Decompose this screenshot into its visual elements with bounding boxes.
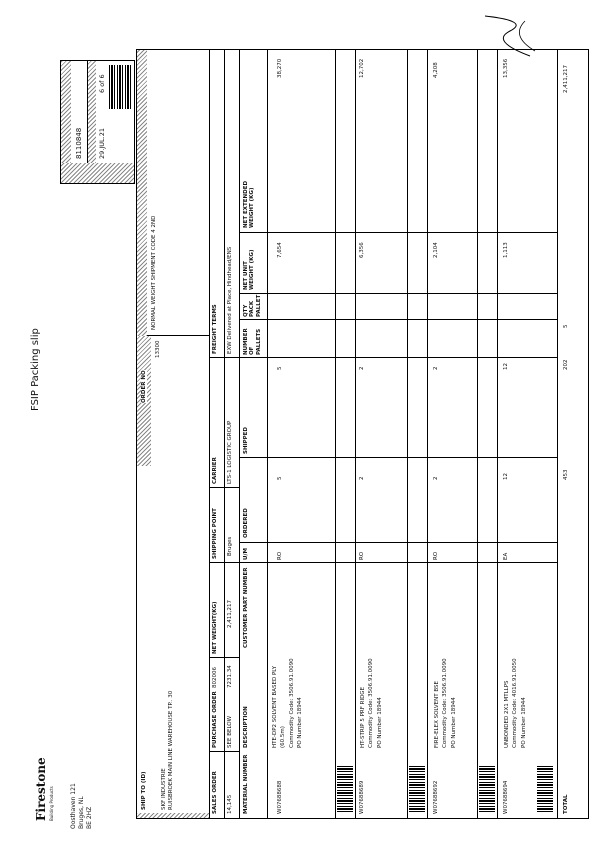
desc-line: PO Number 18944 (450, 697, 457, 748)
col-net-unit: NET UNIT WEIGHT (KG) (243, 249, 256, 290)
row-um: RO (359, 551, 365, 560)
total-net-extended: 2,411,217 (563, 65, 569, 93)
desc-line: Commodity Code: 3506.91.0090 (442, 658, 449, 748)
net-weight-value: 2,411,217 (227, 600, 233, 628)
total-shipped: 202 (563, 359, 569, 370)
col-description: DESCRIPTION (243, 706, 249, 748)
row-net-unit: 7,654 (277, 242, 283, 258)
row-um: EA (503, 552, 509, 560)
row-net-extended: 12,702 (359, 58, 365, 78)
company-logo (34, 757, 54, 821)
packing-form (136, 49, 589, 819)
ship-to-line-2: RUISBROEK MAIN LINE WAREHOUSE TP.. 30 (168, 690, 174, 810)
row-barcode (537, 764, 553, 812)
total-ordered: 453 (563, 469, 569, 480)
row-shipped: 2 (433, 366, 439, 370)
shipping-instructions-band (137, 50, 147, 336)
row-net-unit: 2,104 (433, 242, 439, 258)
desc-line: (60.5m) (280, 726, 287, 748)
row-material: W07688688 (277, 780, 283, 814)
row-description (271, 658, 304, 748)
row-material: W07688692 (433, 780, 439, 814)
col-um: U/M (243, 548, 249, 560)
desc-line: Commodity Code: 3506.91.0090 (368, 658, 375, 748)
row-net-unit: 1,113 (503, 242, 509, 258)
shipping-point-label: SHIPPING POINT (212, 508, 218, 559)
desc-line: UNBONDED 2X1 MTLLPS (504, 680, 510, 748)
row-description (503, 658, 528, 748)
col-qty-pack: QTY PACK PALLET (243, 294, 262, 317)
total-label: TOTAL (563, 794, 569, 814)
net-weight-label: NET WEIGHT(KG) (212, 601, 218, 654)
address-line-1: Oosthaven 121 (70, 783, 77, 829)
ship-to-label: SHIP TO (ID) (141, 771, 147, 810)
carrier-value: LTS-1 LOGISTIC GROUP (227, 420, 233, 484)
row-barcode (337, 764, 353, 812)
row-shipped: 5 (277, 366, 283, 370)
row-description (433, 658, 458, 748)
sales-order-value: 14,145 (227, 794, 233, 814)
row-ordered: 2 (359, 476, 365, 480)
row-net-unit: 6,356 (359, 242, 365, 258)
row-ordered: 5 (277, 476, 283, 480)
shipping-point-value: Bruges (227, 536, 233, 556)
freight-terms-label: FREIGHT TERMS (212, 304, 218, 354)
order-label: ORDER NO (141, 370, 147, 403)
logo-subtext: Building Products (49, 786, 54, 821)
sales-order-label: SALES ORDER (212, 771, 218, 814)
shipping-instructions-value: NORMAL WEIGHT SHIPMENT CODE 4 2ND (151, 215, 157, 330)
col-customer-part: CUSTOMER PART NUMBER (243, 567, 249, 648)
row-net-extended: 4,208 (433, 62, 439, 78)
row-barcode (409, 764, 425, 812)
doc-number-label-band (61, 163, 134, 183)
signature-scribble (480, 11, 540, 61)
col-material: MATERIAL NUMBER (243, 754, 249, 814)
row-material: W07688694 (503, 780, 509, 814)
carrier-label: CARRIER (212, 457, 218, 484)
row-barcode (479, 764, 495, 812)
row-net-extended: 38,270 (277, 58, 283, 78)
purchase-order-label: PURCHASE ORDER (212, 691, 218, 748)
total-pallets: 5 (563, 324, 569, 328)
col-ordered: ORDERED (243, 508, 249, 538)
col-pallets: NUMBER OF PALLETS (243, 328, 262, 355)
desc-line: HTE-DP2 SOLVENT BASED PLY (272, 666, 278, 748)
row-ordered: 2 (433, 476, 439, 480)
doc-number: 8110848 (75, 127, 83, 159)
desc-line: PO Number 18944 (296, 697, 303, 748)
row-um: RO (277, 551, 283, 560)
date-label-band (88, 61, 96, 163)
doc-info-box (60, 60, 135, 184)
address-line-3: BE 2HZ (86, 806, 94, 829)
doc-page: 6 of 6 (98, 74, 106, 93)
col-net-extended: NET EXTENDED WEIGHT (KG) (243, 180, 256, 228)
address-line-2: Bruges, NL (78, 796, 86, 829)
desc-line: Commodity Code: 4016.91.0050 (512, 658, 519, 748)
row-shipped: 12 (503, 363, 509, 370)
doc-barcode (109, 65, 131, 109)
ship-to-line-1: SKF INDUSTRIE (161, 768, 167, 810)
freight-terms-value: EXW Delivered at Place, Hindhead/ENS (227, 246, 233, 354)
doc-date: 29.JUL.21 (98, 128, 106, 159)
desc-line: Commodity Code: 3506.91.0090 (288, 658, 295, 748)
logo-text: Firestone (34, 757, 48, 821)
row-um: RO (433, 551, 439, 560)
company-address (70, 783, 94, 829)
row-ordered: 12 (503, 473, 509, 480)
row-net-extended: 13,356 (503, 58, 509, 78)
desc-line: HT-STRIP 5 PRF RIDGE (360, 686, 366, 748)
order-value: 13300 (155, 340, 161, 358)
doc-info-header-band (61, 61, 71, 163)
row-material: W07688689 (359, 780, 365, 814)
row-description (359, 658, 384, 748)
po-ref-value: 7231.34 (227, 665, 233, 688)
row-shipped: 2 (359, 366, 365, 370)
col-shipped: SHIPPED (243, 427, 249, 454)
ship-to-edge (137, 813, 209, 818)
desc-line: FIRE-ELEX SOLVENT BSE (434, 681, 440, 748)
document-title: FSIP Packing slip (30, 328, 41, 411)
see-below-text: SEE BELOW (227, 715, 233, 748)
desc-line: PO Number 18944 (376, 697, 383, 748)
purchase-order-value: 802006 (212, 667, 218, 688)
desc-line: PO Number 18944 (520, 697, 527, 748)
